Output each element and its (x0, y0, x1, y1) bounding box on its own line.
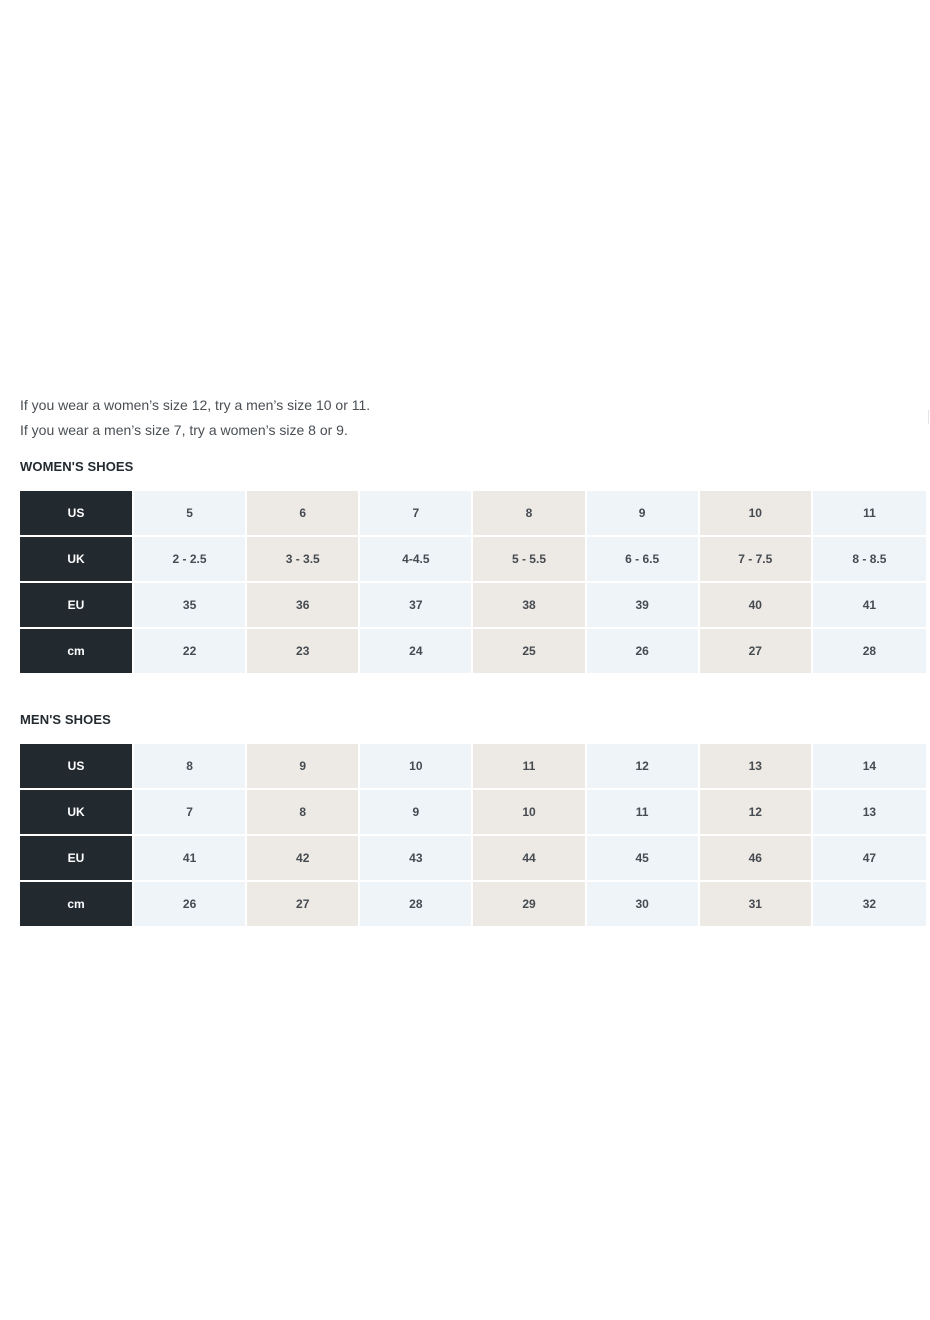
table-row (20, 790, 926, 836)
table-cell: 7 (134, 790, 247, 836)
table-cell: 43 (360, 836, 473, 882)
table-cell: 25 (473, 629, 586, 673)
table-cell: 10 (360, 744, 473, 790)
table-cell: 40 (700, 583, 813, 629)
table-cell: 3 - 3.5 (247, 537, 360, 583)
table-cell: 41 (813, 583, 926, 629)
row-label-cm: cm (20, 882, 134, 926)
table-cell: 8 (247, 790, 360, 836)
table-cell: 24 (360, 629, 473, 673)
table-cell: 31 (700, 882, 813, 926)
table-cell: 28 (813, 629, 926, 673)
table-cell: 39 (587, 583, 700, 629)
table-cell: 26 (587, 629, 700, 673)
table-cell: 11 (813, 491, 926, 537)
table-cell: 41 (134, 836, 247, 882)
table-cell: 12 (700, 790, 813, 836)
table-cell: 37 (360, 583, 473, 629)
row-label-uk: UK (20, 790, 134, 836)
table-cell: 9 (360, 790, 473, 836)
row-label-uk: UK (20, 537, 134, 583)
table-cell: 4-4.5 (360, 537, 473, 583)
table-cell: 44 (473, 836, 586, 882)
table-cell: 8 (134, 744, 247, 790)
table-cell: 13 (813, 790, 926, 836)
table-cell: 47 (813, 836, 926, 882)
table-cell: 8 (473, 491, 586, 537)
table-row (20, 537, 926, 583)
table-cell: 27 (247, 882, 360, 926)
mens-size-table (20, 744, 926, 926)
table-cell: 11 (587, 790, 700, 836)
table-cell: 36 (247, 583, 360, 629)
table-cell: 11 (473, 744, 586, 790)
table-row (20, 629, 926, 673)
table-cell: 10 (473, 790, 586, 836)
table-cell: 7 - 7.5 (700, 537, 813, 583)
table-row (20, 836, 926, 882)
table-cell: 26 (134, 882, 247, 926)
table-cell: 30 (587, 882, 700, 926)
table-cell: 46 (700, 836, 813, 882)
tip-womens-to-mens: If you wear a women’s size 12, try a men’s size 10 or 11. (20, 397, 371, 413)
table-cell: 6 (247, 491, 360, 537)
table-cell: 35 (134, 583, 247, 629)
tip-mens-to-womens: If you wear a men’s size 7, try a women’s size 8 or 9. (20, 421, 348, 438)
womens-shoes-title: WOMEN'S SHOES (20, 459, 134, 474)
table-cell: 38 (473, 583, 586, 629)
table-cell: 45 (587, 836, 700, 882)
womens-size-table (20, 491, 926, 673)
table-cell: 32 (813, 882, 926, 926)
table-cell: 23 (247, 629, 360, 673)
table-cell: 13 (700, 744, 813, 790)
table-cell: 5 - 5.5 (473, 537, 586, 583)
edge-divider (928, 410, 929, 424)
row-label-us: US (20, 491, 134, 537)
row-label-cm: cm (20, 629, 134, 673)
row-label-us: US (20, 744, 134, 790)
table-cell: 28 (360, 882, 473, 926)
table-cell: 9 (587, 491, 700, 537)
table-cell: 8 - 8.5 (813, 537, 926, 583)
table-cell: 5 (134, 491, 247, 537)
table-cell: 9 (247, 744, 360, 790)
row-label-eu: EU (20, 836, 134, 882)
table-row (20, 744, 926, 790)
table-cell: 6 - 6.5 (587, 537, 700, 583)
table-cell: 7 (360, 491, 473, 537)
size-conversion-tips (20, 393, 900, 442)
table-cell: 27 (700, 629, 813, 673)
table-cell: 22 (134, 629, 247, 673)
table-cell: 29 (473, 882, 586, 926)
table-cell: 14 (813, 744, 926, 790)
row-label-eu: EU (20, 583, 134, 629)
table-cell: 10 (700, 491, 813, 537)
table-row (20, 491, 926, 537)
table-cell: 2 - 2.5 (134, 537, 247, 583)
table-row (20, 882, 926, 926)
mens-shoes-title: MEN'S SHOES (20, 712, 111, 727)
table-cell: 42 (247, 836, 360, 882)
table-row (20, 583, 926, 629)
table-cell: 12 (587, 744, 700, 790)
